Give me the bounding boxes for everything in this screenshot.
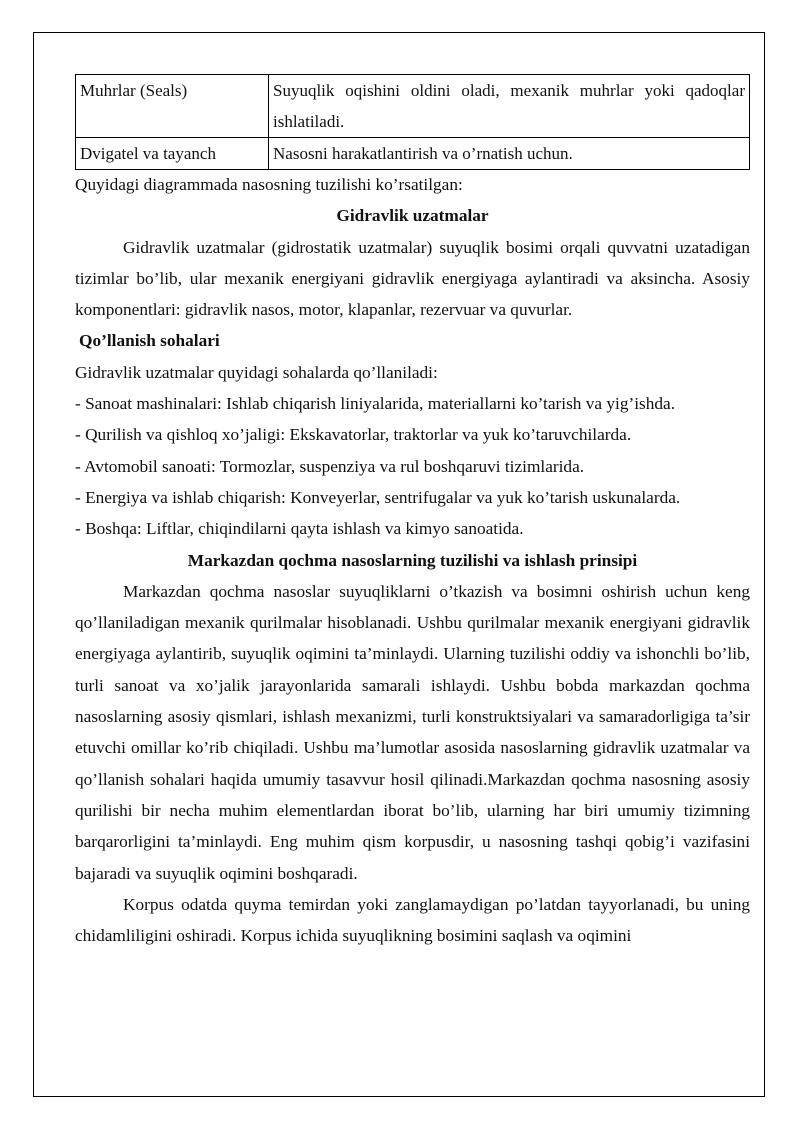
- section-heading-hydraulic: Gidravlik uzatmalar: [336, 206, 489, 226]
- component-name: Muhrlar (Seals): [76, 75, 269, 138]
- diagram-intro: Quyidagi diagrammada nasosning tuzilishi ko’rsatilgan:: [75, 175, 463, 194]
- components-table: [75, 74, 750, 170]
- list-item: - Qurilish va qishloq xo’jaligi: Ekskavatorlar, traktorlar va yuk ko’taruvchilarda.: [75, 425, 632, 445]
- applications-intro: Gidravlik uzatmalar quyidagi sohalarda qo’llaniladi:: [75, 362, 438, 382]
- section-heading-centrifugal: Markazdan qochma nasoslarning tuzilishi va ishlash prinsipi: [187, 550, 638, 570]
- list-item: - Sanoat mashinalari: Ishlab chiqarish liniyalarida, materiallarni ko’tarish va yig’ishda.: [75, 394, 676, 414]
- table-row: [76, 75, 750, 138]
- component-description: Nasosni harakatlantirish va o’rnatish uchun.: [269, 138, 750, 170]
- list-item: - Avtomobil sanoati: Tormozlar, suspenziya va rul boshqaruvi tizimlarida.: [75, 456, 585, 476]
- component-name: Dvigatel va tayanch: [76, 138, 269, 170]
- list-item: - Boshqa: Liftlar, chiqindilarni qayta ishlash va kimyo sanoatida.: [75, 519, 524, 539]
- table-row: [76, 138, 750, 170]
- section-heading-applications: Qo’llanish sohalari: [79, 331, 220, 351]
- list-item: - Energiya va ishlab chiqarish: Konveyerlar, sentrifugalar va yuk ko’tarish uskunalarda.: [75, 487, 681, 507]
- paragraph-centrifugal: Markazdan qochma nasoslar suyuqliklarni o’tkazish va bosimni oshirish uchun keng qo’llaniladigan mexanik qurilmalar hisoblanadi. Ushbu qurilmalar mexanik energiyani gidravlik energiyaga aylantirib, suyuqlik oqimini ta’minlaydi. Ularning tuzilishi oddiy va ishonchli bo’lib, turli sanoat va xo’jalik jarayonlarida samarali ishlaydi. Ushbu bobda markazdan qochma nasoslarning asosiy qismlari, ishlash mexanizmi, turli konstruktsiyalari va samaradorligiga ta’sir etuvchi omillar ko’rib chiqiladi. Ushbu ma’lumotlar asosida nasoslarning gidravlik uzatmalar va qo’llanish sohalari haqida umumiy tasavvur hosil qilinadi.Markazdan qochma nasosning asosiy qurilishi bir necha muhim elementlardan iborat bo’lib, ularning har biri umumiy tizimning barqarorligini ta’minlaydi. Eng muhim qism korpusdir, u nasosning tashqi qobig’i vazifasini bajaradi va suyuqlik oqimini boshqaradi.: [75, 581, 750, 883]
- paragraph-casing: Korpus odatda quyma temirdan yoki zanglamaydigan po’latdan tayyorlanadi, bu uning chidamliligini oshiradi. Korpus ichida suyuqlikning bosimini saqlash va oqimini: [75, 894, 750, 946]
- component-description: Suyuqlik oqishini oldini oladi, mexanik muhrlar yoki qadoqlar ishlatiladi.: [269, 75, 750, 138]
- document-content: [75, 74, 750, 951]
- paragraph-hydraulic: Gidravlik uzatmalar (gidrostatik uzatmalar) suyuqlik bosimi orqali quvvatni uzatadigan tizimlar bo’lib, ular mexanik energiyani gidravlik energiyaga aylantiradi va aksincha. Asosiy komponentlari: gidravlik nasos, motor, klapanlar, rezervuar va quvurlar.: [75, 237, 750, 320]
